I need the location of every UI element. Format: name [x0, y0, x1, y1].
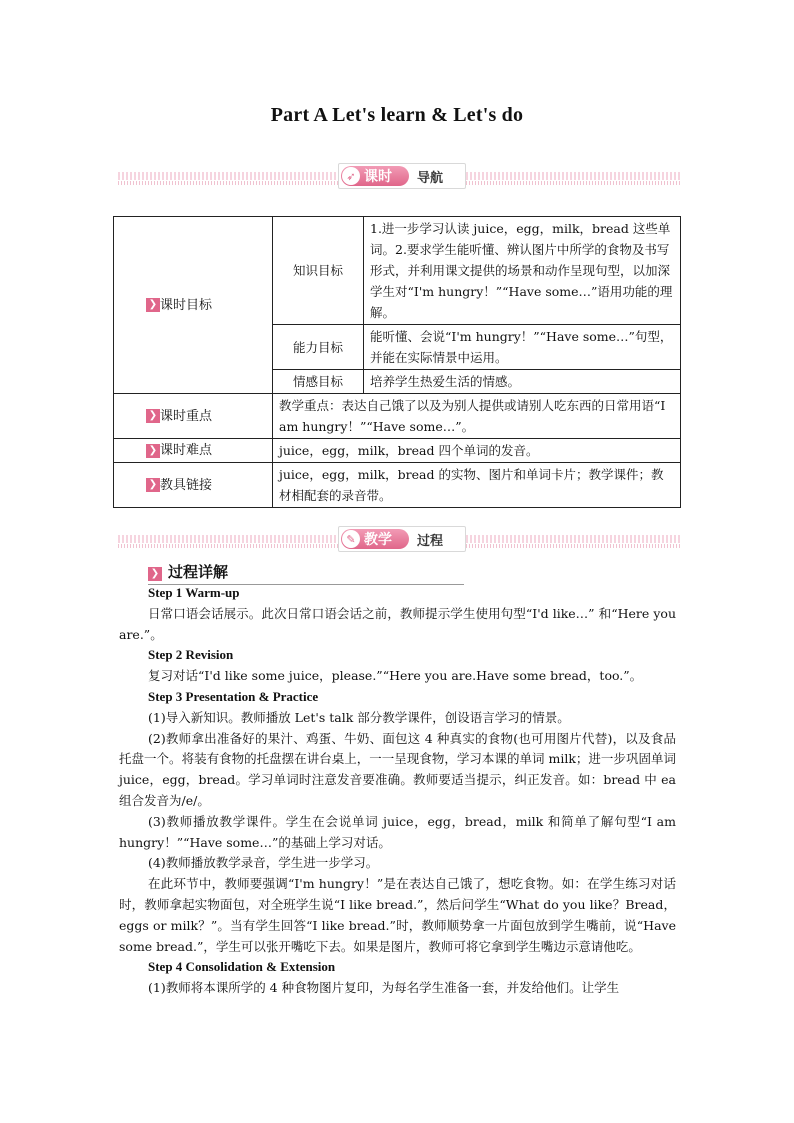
lesson-nav-banner [118, 163, 680, 189]
step-title: Step 3 Presentation & Practice [148, 688, 319, 704]
tools-header: ❯ 教具链接 [114, 463, 273, 508]
arrow-right-icon: ❯ [146, 298, 160, 312]
teaching-process-badge [338, 526, 466, 552]
ability-label: 能力目标 [273, 325, 364, 370]
arrow-right-icon: ❯ [146, 444, 160, 458]
step-title: Step 1 Warm-up [148, 585, 240, 600]
banner-grey-text: 过程 [417, 533, 444, 549]
pen-icon: ✎ [342, 530, 360, 548]
section-heading: ❯ 过程详解 [148, 561, 464, 585]
difficult-header: ❯ 课时难点 [114, 439, 273, 463]
rocket-icon: ➶ [342, 167, 360, 185]
paragraph: (1)导入新知识。教师播放 Let's talk 部分教学课件，创设语言学习的情景。 [148, 709, 570, 725]
tools-text: juice，egg，milk，bread 的实物、图片和单词卡片；教学课件；教材相配套的录音带。 [273, 463, 681, 508]
step-title: Step 2 Revision [148, 647, 234, 663]
paragraph: (3)教师播放教学课件。学生在会说单词 juice，egg，bread，milk 和简单了解句型“I am hungry！”“Have some…”的基础上学习对话。 [119, 813, 676, 850]
paragraph: 日常口语会话展示。此次日常口语会话之前，教师提示学生使用句型“I'd like…” 和“Here you are.”。 [119, 605, 676, 642]
paragraph: (2)教师拿出准备好的果汁、鸡蛋、牛奶、面包这 4 种真实的食物(也可用图片代替)，以及食品托盘一个。将装有食物的托盘摆在讲台桌上，一一呈现食物，学习本课的单词 milk；进一步巩固单词 juice，egg，bread。学习单词时注意发音要准确。教师要适当提示，纠正发音。如：bread 中 ea 组合发音为/e/。 [119, 730, 676, 808]
difficult-text: juice，egg，milk，bread 四个单词的发音。 [273, 439, 681, 463]
arrow-right-icon: ❯ [146, 409, 160, 423]
emotion-text: 培养学生热爱生活的情感。 [364, 370, 681, 394]
goals-header: ❯ 课时目标 [114, 217, 273, 394]
lesson-info-table [113, 216, 681, 508]
arrow-right-icon: ❯ [148, 567, 162, 581]
arrow-right-icon: ❯ [146, 478, 160, 492]
banner-pink-text: 教学 [364, 532, 392, 548]
lesson-nav-badge [338, 163, 466, 189]
paragraph: (4)教师播放教学录音，学生进一步学习。 [148, 855, 379, 871]
paragraph: (1)教师将本课所学的 4 种食物图片复印，为每名学生准备一套，并发给他们。让学生 [148, 980, 620, 996]
key-header: ❯ 课时重点 [114, 394, 273, 439]
ability-text: 能听懂、会说“I'm hungry！”“Have some…”句型，并能在实际情景中运用。 [364, 325, 681, 370]
step-title: Step 4 Consolidation & Extension [148, 959, 336, 975]
teaching-process-banner [118, 526, 680, 552]
paragraph: 在此环节中，教师要强调“I'm hungry！”是在表达自己饿了，想吃食物。如：在学生练习对话时，教师拿起实物面包，对全班学生说“I like bread.”，然后问学生“What do you like？Bread，eggs or milk？”。当有学生回答“I like bread.”时，教师顺势拿一片面包放到学生嘴前，说“Have some bread.”，学生可以张开嘴吃下去。如果是图片，教师可将它拿到学生嘴边示意请他吃。 [119, 876, 676, 954]
knowledge-label: 知识目标 [273, 217, 364, 325]
key-text: 教学重点：表达自己饿了以及为别人提供或请别人吃东西的日常用语“I am hungry！”“Have some…”。 [273, 394, 681, 439]
knowledge-text: 1.进一步学习认读 juice，egg，milk，bread 这些单词。2.要求学生能听懂、辨认图片中所学的食物及书写形式，并利用课文提供的场景和动作呈现句型，以加深学生对“I'm hungry！”“Have some…”语用功能的理解。 [364, 217, 681, 325]
emotion-label: 情感目标 [273, 370, 364, 394]
process-body [119, 583, 676, 999]
banner-grey-text: 导航 [417, 170, 444, 186]
banner-pink-text: 课时 [364, 169, 392, 185]
page-title: Part A Let's learn & Let's do [270, 104, 524, 126]
paragraph: 复习对话“I'd like some juice，please.”“Here you are.Have some bread，too.”。 [148, 668, 643, 684]
